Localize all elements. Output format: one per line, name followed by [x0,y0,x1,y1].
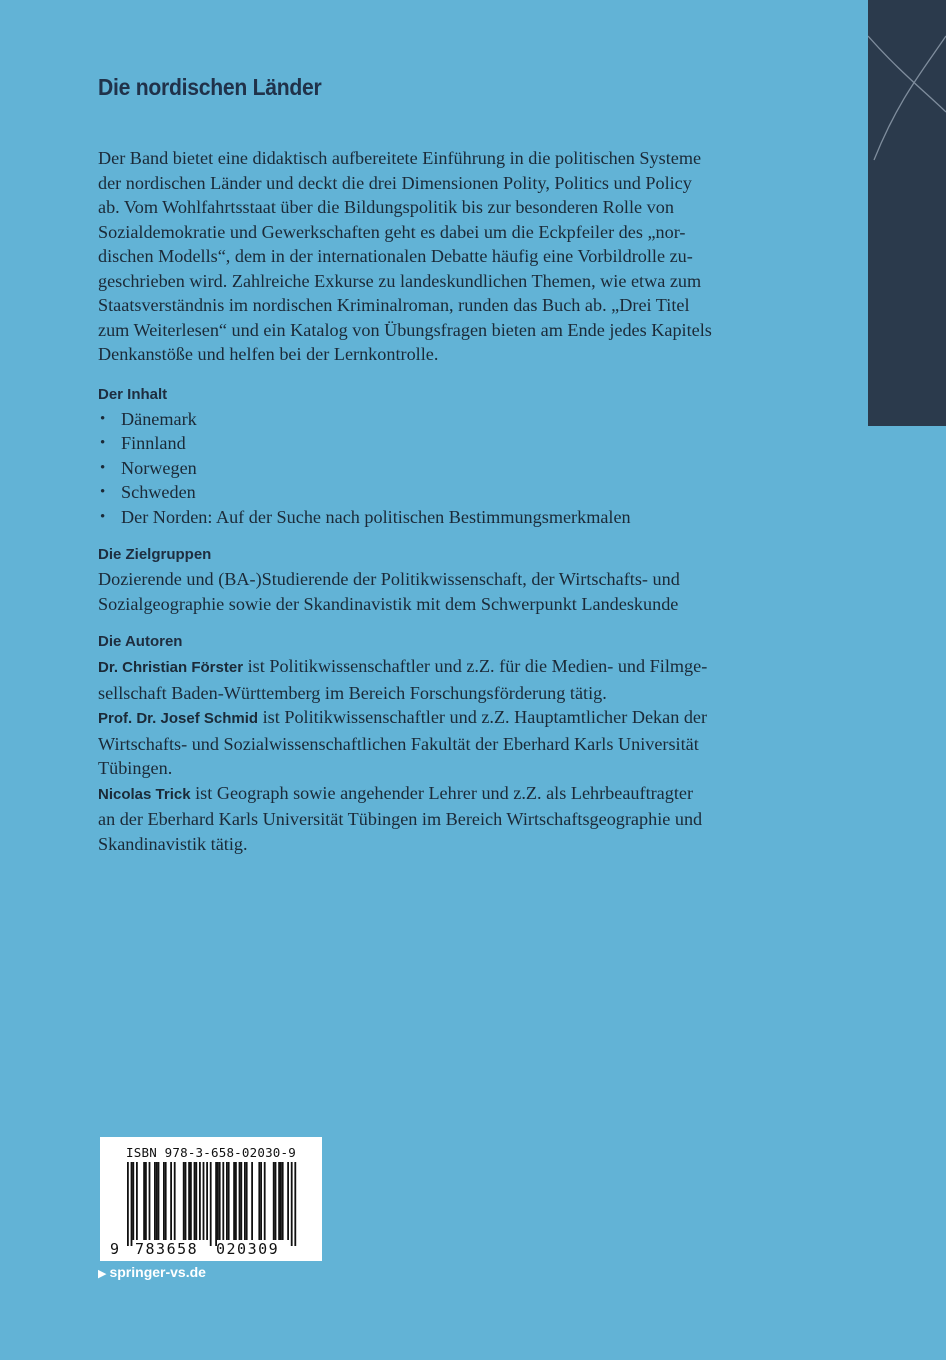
description-line: geschrieben wird. Zahlreiche Exkurse zu landeskundlichen Themen, wie etwa zum [98,270,702,291]
barcode-bars [127,1162,297,1246]
bullet-icon: • [100,484,106,500]
description-line: Der Band bietet eine didaktisch aufbereitete Einführung in die politischen Systeme [98,148,702,168]
author-name: Nicolas Trick [98,785,191,803]
description-line: Staatsverständnis im nordischen Kriminalroman, runden das Buch ab. „Drei Titel [98,295,690,315]
author-bio: Prof. Dr. Josef Schmid ist Politikwissenschaftler und z.Z. Hauptamtlicher Dekan der Wirtschafts- und Sozialwissenschaftlichen Fakultät der Eberhard Karls Universität Tübingen. [98,707,708,778]
page-title: Die nordischen Länder [98,74,322,100]
list-item: • Norwegen [98,456,767,481]
author-name: Dr. Christian Förster [98,659,244,676]
description-line: dischen Modells“, dem in der internationalen Debatte häufig eine Vorbildrolle zu- [98,246,693,266]
bullet-icon: • [100,435,106,451]
barcode-digits-group2: 020309 [216,1240,280,1258]
corner-lines-graphic [868,0,946,426]
bullet-icon: • [100,459,106,476]
author-bio: Nicolas Trick ist Geograph sowie angehender Lehrer und z.Z. als Lehrbeauftragter an der Eberhard Karls Universität Tübingen im Bereich Wirtschaftsgeographie und Skandinavistik tätig. [98,782,703,854]
target-text: Dozierende und (BA-)Studierende der Politikwissenschaft, der Wirtschafts- und Sozialgeographie sowie der Skandinavistik mit dem Schwerpunkt Landeskunde [98,569,680,614]
list-item: • Dänemark [98,407,767,432]
description-line: der nordischen Länder und deckt die drei Dimensionen Polity, Politics und Policy [98,172,692,193]
barcode-digit-first: 9 [110,1240,120,1258]
content [98,146,767,856]
barcode-digits-group1: 783658 [135,1240,199,1258]
list-item: • Schweden [98,480,767,505]
description-line: zum Weiterlesen“ und ein Katalog von Übungsfragen bieten am Ende jedes Kapitels [98,319,712,340]
contents-list [98,407,767,530]
contents-heading: Der Inhalt [98,385,168,403]
author-bio: Dr. Christian Förster ist Politikwissenschaftler und z.Z. für die Medien- und Filmge- sellschaft Baden-Württemberg im Bereich Forschungsförderung tätig. [98,656,708,703]
isbn-label: ISBN 978-3-658-02030-9 [126,1145,296,1160]
list-item: • Der Norden: Auf der Suche nach politischen Bestimmungsmerkmalen [98,505,767,530]
corner-decoration [868,0,946,426]
bullet-icon: • [100,508,106,525]
list-item: • Finnland [98,431,767,456]
website-link[interactable]: ▶ springer-vs.de [98,1264,206,1280]
arrow-right-icon: ▶ [98,1268,107,1280]
description-line: ab. Vom Wohlfahrtsstaat über die Bildungspolitik bis zur besonderen Rolle von [98,197,674,217]
description-line: Sozialdemokratie und Gewerkschaften geht es dabei um die Eckpfeiler des „nor- [98,221,686,242]
author-name: Prof. Dr. Josef Schmid [98,710,259,727]
description-line: Denkanstöße und helfen bei der Lernkontrolle. [98,344,439,364]
authors-heading: Die Autoren [98,633,183,650]
target-heading: Die Zielgruppen [98,546,212,563]
bullet-icon: • [100,410,106,427]
description [98,146,767,367]
isbn-barcode [100,1137,322,1261]
